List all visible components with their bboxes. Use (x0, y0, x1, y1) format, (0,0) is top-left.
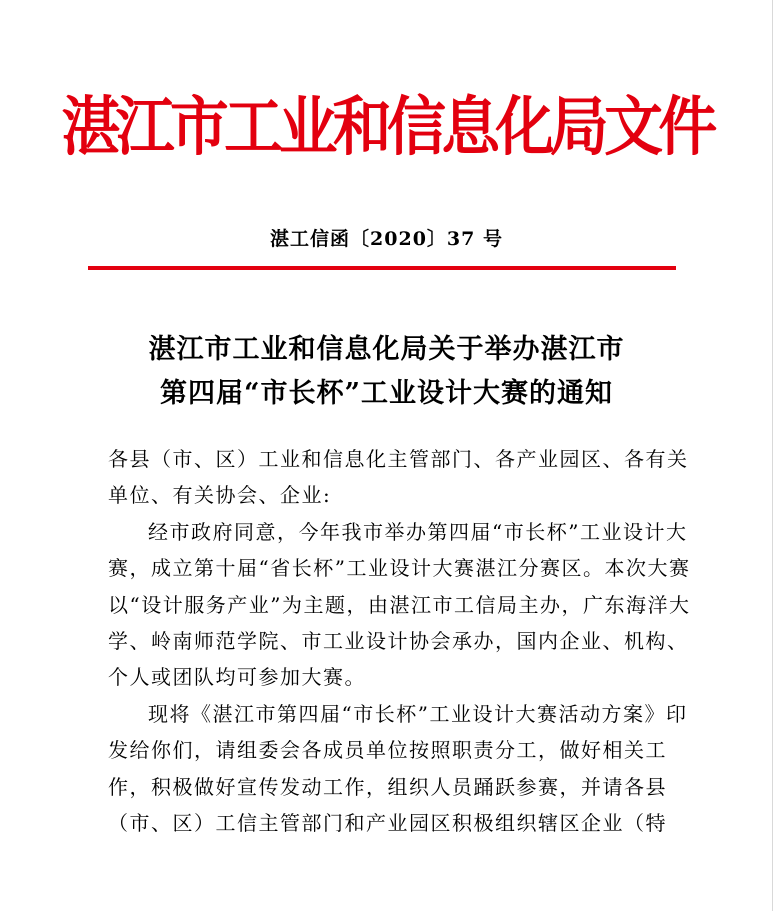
notice-title-line-1: 湛江市工业和信息化局关于举办湛江市 (148, 334, 625, 365)
body-paragraph-2: 现将《湛江市第四届“市长杯”工业设计大赛活动方案》印发给你们，请组委会各成员单位按照职责分工，做好相关工作，积极做好宣传发动工作，组织人员踊跃参赛，并请各县（市、区）工信主管部门和产业园区积极组织辖区企业（特 (108, 701, 688, 836)
body-paragraph-1: 经市政府同意，今年我市举办第四届“市长杯”工业设计大赛，成立第十届“省长杯”工业设计大赛湛江分赛区。本次大赛以“设计服务产业”为主题，由湛江市工信局主办，广东海洋大学、岭南师范学院、市工业设计协会承办，国内企业、机构、个人或团队均可参加大赛。 (108, 519, 691, 690)
red-divider-line (88, 266, 676, 270)
notice-body (108, 441, 698, 841)
document-header (0, 78, 773, 178)
document-number: 湛工信函〔2020〕37 号 (270, 228, 503, 250)
salutation-paragraph: 各县（市、区）工业和信息化主管部门、各产业园区、各有关单位、有关协会、企业: (108, 447, 689, 508)
notice-title (60, 328, 713, 416)
notice-title-line-2: 第四届“市长杯”工业设计大赛的通知 (159, 378, 614, 409)
issuing-authority-title: 湛江市工业和信息化局文件 (60, 91, 713, 165)
